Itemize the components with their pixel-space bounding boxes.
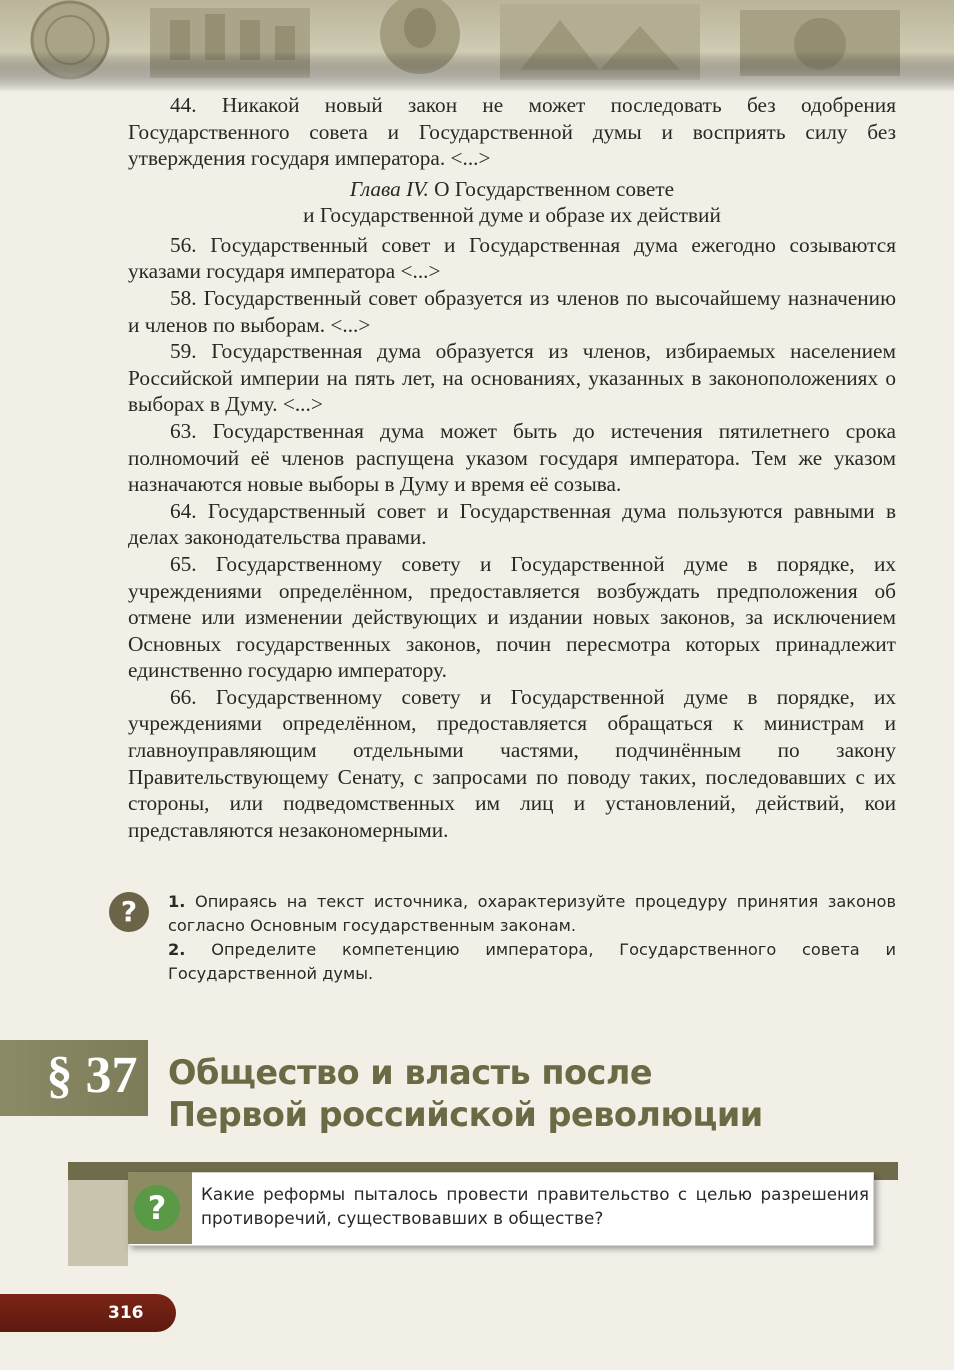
question-icon: ? <box>109 892 149 932</box>
question-item <box>168 938 896 986</box>
page-number: 316 <box>108 1303 144 1323</box>
chapter-title-line1: О Государственном совете <box>434 176 675 201</box>
key-question-text: Какие реформы пыталось провести правительство с целью разрешения противоречий, существовавших в обществе? <box>201 1184 869 1228</box>
header-collage-image <box>0 0 954 92</box>
chapter-title-line2: и Государственной думе и образе их действий <box>303 202 721 227</box>
question-icon: ? <box>134 1185 180 1231</box>
article-66: 66. Государственному совету и Государственной думе в порядке, их учреждениями определённом, предоставляется обращаться к министрам и главноуправляющим отдельными частями, подчинённым по закону Правительствующему Сенату, с запросами по поводу таких, последовавших с их стороны, или подведомственных им лиц и установлений, действий, кои представляются незакономерными. <box>128 684 896 842</box>
question-text: Опираясь на текст источника, охарактеризуйте процедуру принятия законов согласно Основным государственным законам. <box>168 892 896 935</box>
article-63: 63. Государственная дума может быть до истечения пятилетнего срока полномочий её членов распущена указом государя императора. Тем же указом назначаются новые выборы в Думу и время её созыва. <box>128 418 896 497</box>
chapter-heading <box>128 176 896 228</box>
question-text: Определите компетенцию императора, Государственного совета и Государственной думы. <box>168 940 896 983</box>
key-question-shade <box>68 1180 128 1266</box>
question-item <box>168 890 896 938</box>
article-58: 58. Государственный совет образуется из членов по высочайшему назначению и членов по выборам. <...> <box>128 285 896 337</box>
key-question-box <box>68 1162 898 1266</box>
question-number: 1. <box>168 892 186 911</box>
section-title-line2: Первой российской революции <box>168 1095 763 1134</box>
header-banner <box>0 0 954 92</box>
source-text <box>128 92 896 843</box>
section-title <box>168 1052 908 1136</box>
chapter-number: Глава IV. <box>349 176 429 201</box>
article-59: 59. Государственная дума образуется из членов, избираемых населением Российской империи на пять лет, на основаниях, указанных в законоположениях о выборах в Думу. <...> <box>128 339 896 417</box>
article-65: 65. Государственному совету и Государственной думе в порядке, их учреждениями определённом, предоставляется возбуждать предположения об отмене или изменении действующих и издании новых законов, за исключением Основных государственных законов, почин пересмотра которых принадлежит единственно государю императору. <box>128 551 896 683</box>
section-number: § 37 <box>46 1047 138 1104</box>
article-64: 64. Государственный совет и Государственная дума пользуются равными в делах законодательства правами. <box>128 498 896 550</box>
section-title-line1: Общество и власть после <box>168 1053 653 1092</box>
article-56: 56. Государственный совет и Государственная дума ежегодно созываются указами государя императора <...> <box>128 232 896 284</box>
article-44: 44. Никакой новый закон не может последовать без одобрения Государственного совета и Государственной думы и восприять силу без утверждения государя императора. <...> <box>128 93 896 171</box>
question-number: 2. <box>168 940 186 959</box>
questions-block <box>168 890 896 986</box>
